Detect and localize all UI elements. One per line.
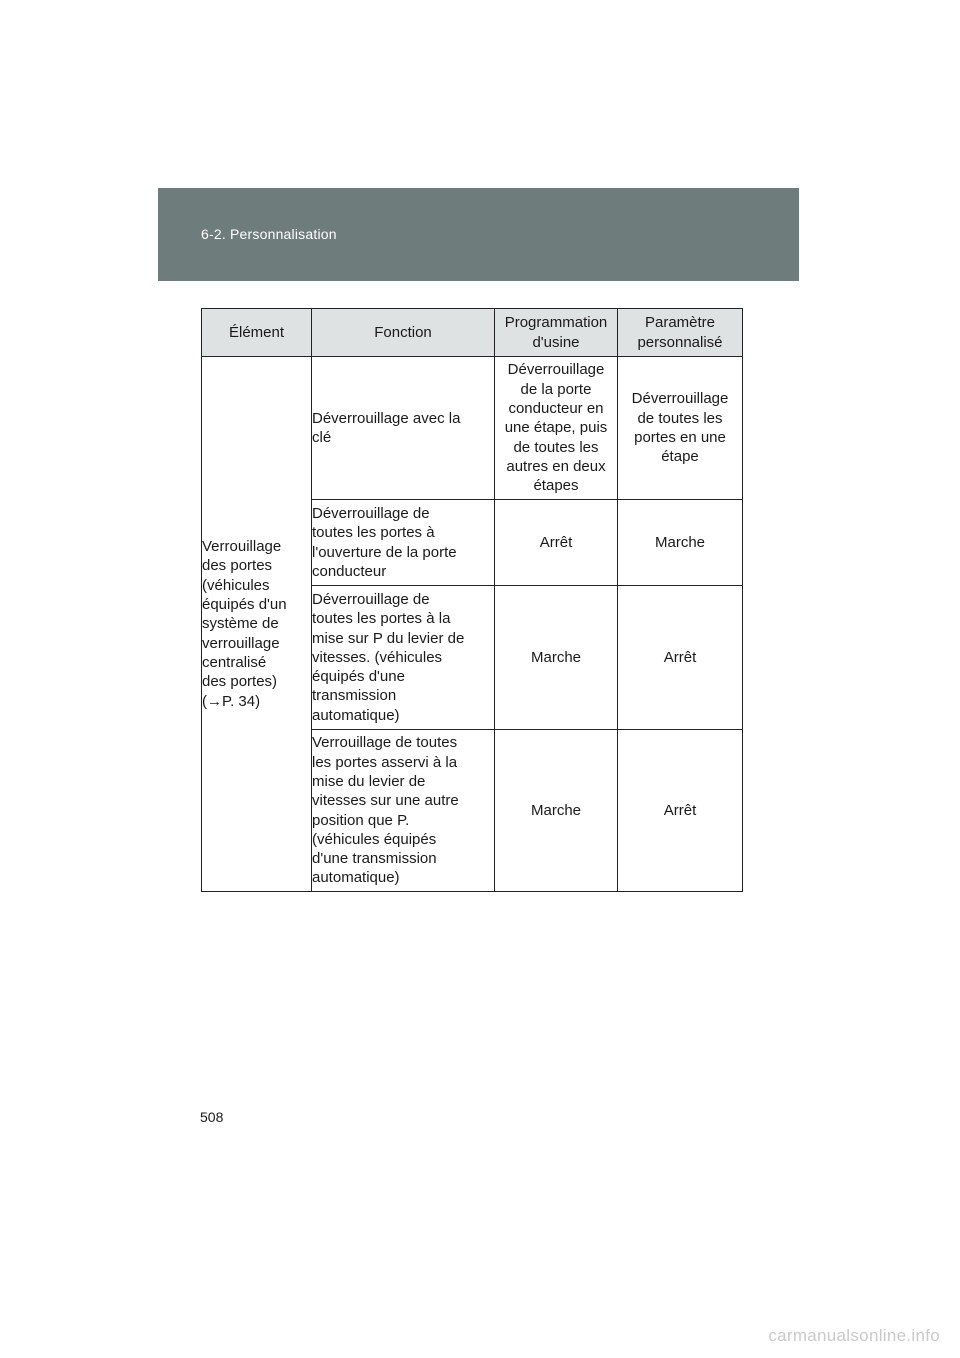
function-cell: Déverrouillage avec la clé <box>312 357 495 500</box>
section-header-band <box>158 188 799 281</box>
function-cell: Déverrouillage de toutes les portes à la mise sur P du levier de vitesses. (véhicules équipés d'une transmission automatique) <box>312 586 495 730</box>
column-header-factory-setting: Programmation d'usine <box>495 309 618 357</box>
watermark: carmanualsonline.info <box>768 1326 940 1345</box>
factory-setting-cell: Marche <box>495 730 618 892</box>
custom-setting-cell: Arrêt <box>618 586 743 730</box>
function-cell: Déverrouillage de toutes les portes à l'ouverture de la porte conducteur <box>312 500 495 586</box>
factory-setting-cell: Marche <box>495 586 618 730</box>
customization-table <box>201 308 743 892</box>
custom-setting-cell: Arrêt <box>618 730 743 892</box>
item-door-locking: Verrouillage des portes (véhicules équipés d'un système de verrouillage centralisé des portes) (→P. 34) <box>202 357 312 892</box>
column-header-element: Élément <box>202 309 312 357</box>
custom-setting-cell: Déverrouillage de toutes les portes en une étape <box>618 357 743 500</box>
factory-setting-cell: Déverrouillage de la porte conducteur en une étape, puis de toutes les autres en deux étapes <box>495 357 618 500</box>
section-title: 6-2. Personnalisation <box>201 226 337 242</box>
page-number: 508 <box>200 1109 224 1125</box>
function-cell: Verrouillage de toutes les portes asservi à la mise du levier de vitesses sur une autre position que P. (véhicules équipés d'une transmission automatique) <box>312 730 495 892</box>
custom-setting-cell: Marche <box>618 500 743 586</box>
table-header-row <box>202 309 743 357</box>
column-header-custom-setting: Paramètre personnalisé <box>618 309 743 357</box>
factory-setting-cell: Arrêt <box>495 500 618 586</box>
table-row <box>202 357 743 500</box>
column-header-function: Fonction <box>312 309 495 357</box>
